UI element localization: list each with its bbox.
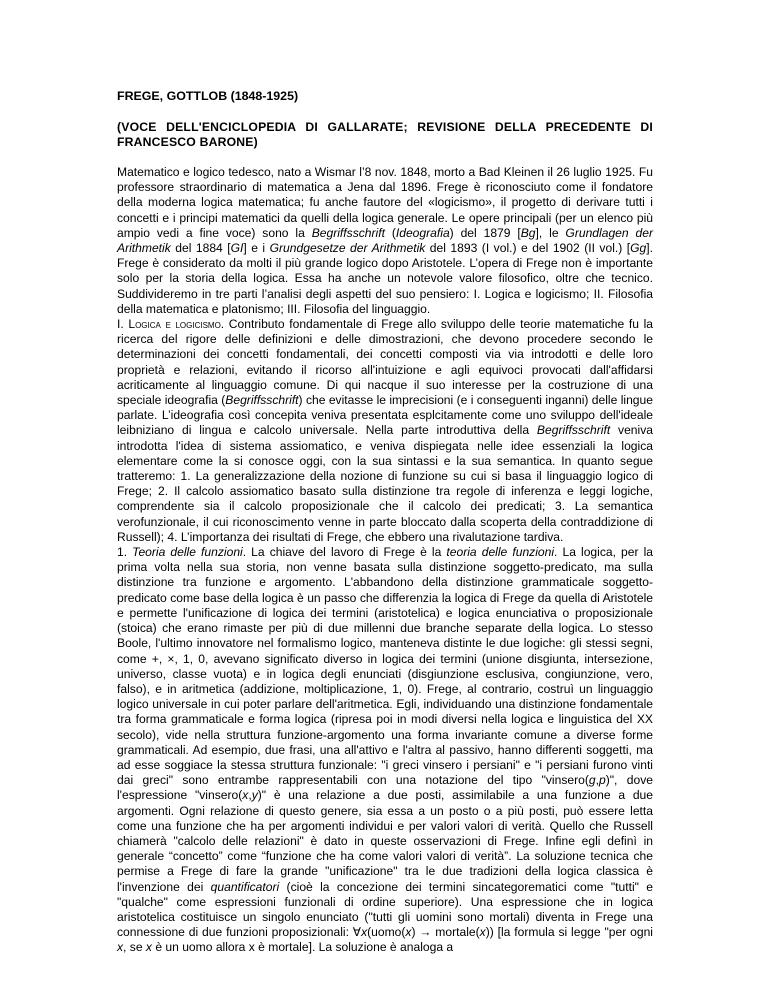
text-run: ) che evitasse le imprecisioni (e i conseguenti inganni) delle lingue parlate. L’ideografia così concepita veniva presentata esplcitamente come uno sviluppo dell'ideale leibniziano di lingua e calcolo universale. Nella parte introduttiva della xyxy=(117,393,653,438)
italic-text: g xyxy=(588,773,596,788)
italic-text: p xyxy=(599,773,606,788)
section-heading: Logica e logicismo. xyxy=(128,317,225,332)
text-run: (uomo( xyxy=(367,925,406,940)
text-run: ] e i xyxy=(243,241,270,256)
italic-text: x xyxy=(145,940,152,955)
text-run: ]. Frege è considerato da molti il più grande logico dopo Aristotele. L’opera di Frege non è importante solo per la storia della logica. Essa ha anche un notevole valore filosofico, oltre che tecnico. Suddivideremo in tre parti l’analisi degli aspetti del suo pensiero: I. Logica e logicismo; II. Filosofia della matematica e platonismo; III. Filosofia del linguaggio. xyxy=(117,241,653,316)
italic-text: x xyxy=(117,940,124,955)
paragraph-logica-e-logicismo xyxy=(117,317,653,545)
document-body xyxy=(117,165,653,956)
text-run: è un uomo allora x è mortale]. La soluzione è analoga a xyxy=(151,940,454,955)
italic-text: x xyxy=(242,788,249,803)
text-run: , se xyxy=(123,940,146,955)
text-run: Matematico e logico tedesco, nato a Wismar l’8 nov. 1848, morto a Bad Kleinen il 26 luglio 1925. Fu professore straordinario di matematica a Jena dal 1896. Frege è riconosciuto come il fondatore della moderna logica matematica; fu anche fautore del «logicismo», il progetto di derivare tutti i concetti e i principi matematici da quelli della logica generale. Le opere principali (per un elenco più ampio vedi a fine voce) sono la xyxy=(117,165,653,240)
italic-text: x xyxy=(479,925,486,940)
text-run: ) del 1879 [ xyxy=(449,225,521,240)
text-run: ) → mortale( xyxy=(411,925,480,940)
text-run: . La logica, per la prima volta nella sua storia, non venne basata sulla distinzione soggetto-predicato, ma sulla distinzione tra funzione e argomento. L'abbandono della distinzione grammaticale soggetto-predicato come base della logica è un passo che differenzia la logica di Frege da quella di Aristotele e permette l'unificazione di logica dei termini (aristotelica) e logica enunciativa o proposizionale (stoica) che erano rimaste per più di due millenni due branche separate della logica. Lo stesso Boole, l'ultimo innovatore nel formalismo logico, manteneva distinte le due logiche: gli stessi segni, come +, ×, 1, 0, avevano significato diverso in logica dei termini (unione disgiunta, intersezione, universo, classe vuota) e in logica degli enunciati (disgiunzione esclusiva, congiunzione, vero, falso), e in aritmetica (addizione, moltiplicazione, 1, 0). Frege, al contrario, costruì un linguaggio logico universale in cui poter parlare dell'aritmetica. Egli, individuando una distinzione fondamentale tra forma grammaticale e forma logica (ripresa poi in modi diversi nella logica e linguistica del XX secolo), vide nella struttura funzione-argomento una forma invariante comune a diverse forme grammaticali. Ad esempio, due frasi, una all'attivo e l'altra al passivo, hanno differenti soggetti, ma ad esse soggiace la stessa struttura funzionale: "i greci vinsero i persiani" e "i persiani furono vinti dai greci" sono entrambe rappresentabili con una notazione del tipo "vinsero( xyxy=(117,545,654,788)
text-run: , xyxy=(595,773,599,788)
italic-text: quantificatori xyxy=(210,879,280,894)
text-run: I. xyxy=(117,317,129,332)
italic-text: x xyxy=(361,925,368,940)
text-run: )" è una relazione a due posti, assimilabile a una funzione a due argomenti. Ogni relazione di questo genere, sia essa a un posto o a più posti, può essere letta come una funzione che ha per argomenti individui e per valori valori di verità. Quello che Russell chiamerà "calcolo delle relazioni" è dato in queste osservazioni di Frege. Infine egli definì in generale “concetto” come “funzione che ha come valori valori di verità”. La soluzione tecnica che permise a Frege di fare la grande "unificazione" tra le due tradizioni della logica classica è l'invenzione dei xyxy=(117,788,653,894)
document-subtitle: (VOCE DELL'ENCICLOPEDIA DI GALLARATE; REVISIONE DELLA PRECEDENTE DI FRANCESCO BARONE) xyxy=(117,120,653,150)
italic-text: Grundlagen der Arithmetik xyxy=(117,225,653,256)
text-run: del 1884 [ xyxy=(170,241,231,256)
italic-text: GI xyxy=(230,241,244,256)
italic-text: x xyxy=(405,925,412,940)
text-run: ( xyxy=(384,225,396,240)
document-title: FREGE, GOTTLOB (1848-1925) xyxy=(117,89,299,103)
italic-text: Bg xyxy=(520,225,536,240)
text-run: (cioè la concezione dei termini sincategorematici come "tutti" e "qualche" come espressioni funzionali di ordine superiore). Una espressione che in logica aristotelica costituisce un singolo enunciato ("tutti gli uomini sono mortali) diventa in Frege una connessione di due funzioni proposizionali: ∀ xyxy=(117,879,653,940)
paragraph-teoria-delle-funzioni xyxy=(117,545,653,955)
italic-text: Begriffsschrift xyxy=(536,423,611,438)
text-run: Contributo fondamentale di Frege allo sviluppo delle teorie matematiche fu la ricerca del rigore delle definizioni e delle dimostrazioni, che devono procedere secondo le determinazioni dei concetti fondamentali, dei concetti composti via via introdotti e delle loro proprietà e relazioni, evitando il ricorso all'intuizione e agli equivoci provocati dall'affidarsi acriticamente al linguaggio comune. Di qui nacque il suo interesse per la costruzione di una speciale ideografia ( xyxy=(117,317,653,408)
text-run: 1. xyxy=(117,545,133,560)
paragraph-intro xyxy=(117,165,653,317)
italic-text: Grundgesetze der Arithmetik xyxy=(269,241,426,256)
italic-text: Begriffsschrift xyxy=(311,225,385,240)
text-run: )", dove l'espressione "vinsero( xyxy=(117,773,653,803)
text-run: veniva introdotta l'idea di sistema assiomatico, e veniva dispiegata nelle idee essenziali la logica elementare come la si conosce oggi, con la sua sintassi e la sua semantica. In quanto segue tratteremo: 1. La generalizzazione della nozione di funzione su cui si basa il linguaggio logico di Frege; 2. Il calcolo assiomatico basato sulla distinzione tra regole di inferenza e leggi logiche, comprendente sia il calcolo proposizionale che il calcolo dei predicati; 3. La semantica verofunzionale, il cui riconoscimento venne in parte bloccato dalla scoperta della contraddizione di Russell); 4. L’importanza dei risultati di Frege, che ebbero una rivalutazione tardiva. xyxy=(117,423,653,544)
text-run: , xyxy=(248,788,252,803)
text-run: ], le xyxy=(535,225,566,240)
text-run: . La chiave del lavoro di Frege è la xyxy=(242,545,447,560)
italic-text: Teoria delle funzioni xyxy=(132,545,243,560)
italic-text: Gg xyxy=(630,241,647,256)
italic-text: Ideografia xyxy=(395,225,450,240)
text-run: del 1893 (I vol.) e del 1902 (II vol.) [ xyxy=(425,241,631,256)
text-run: )) [la formula si legge "per ogni xyxy=(485,925,653,940)
italic-text: y xyxy=(251,788,258,803)
italic-text: Begriffsschrift xyxy=(225,393,299,408)
italic-text: teoria delle funzioni xyxy=(446,545,555,560)
